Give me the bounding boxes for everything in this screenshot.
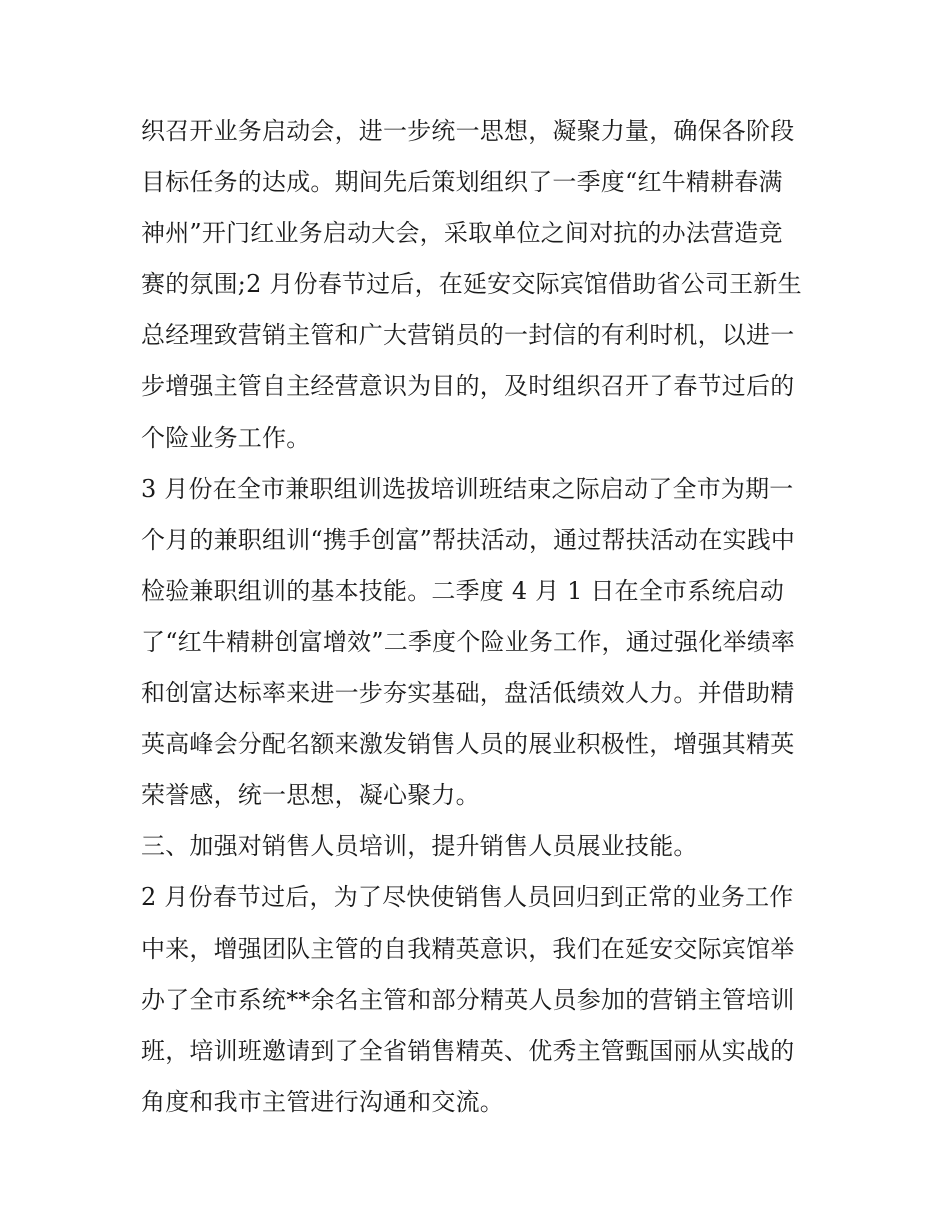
text-line: 步增强主管自主经营意识为目的，及时组织召开了春节过后的 [141, 372, 795, 401]
text-line: 荣誉感，统一思想，凝心聚力。 [141, 781, 480, 810]
text-line: 总经理致营销主管和广大营销员的一封信的有利时机，以进一 [141, 321, 795, 350]
text-line: 中来，增强团队主管的自我精英意识，我们在延安交际宾馆举 [141, 934, 795, 963]
text-line: 神州”开门红业务启动大会，采取单位之间对抗的办法营造竞 [141, 219, 783, 248]
text-line: 2 月份春节过后，为了尽快使销售人员回归到正常的业务工作 [141, 883, 794, 912]
text-line: 织召开业务启动会，进一步统一思想，凝聚力量，确保各阶段 [141, 117, 795, 145]
section-heading: 三、加强对销售人员培训，提升销售人员展业技能。 [141, 832, 698, 861]
text-line: 个月的兼职组训“携手创富”帮扶活动，通过帮扶活动在实践中 [141, 525, 796, 554]
text-line: 班，培训班邀请到了全省销售精英、优秀主管甄国丽从实战的 [141, 1036, 795, 1065]
text-line: 和创富达标率来进一步夯实基础，盘活低绩效人力。并借助精 [141, 679, 795, 708]
text-line: 办了全市系统**余名主管和部分精英人员参加的营销主管培训 [141, 985, 795, 1014]
text-line: 检验兼职组训的基本技能。二季度 4 月 1 日在全市系统启动 [141, 576, 785, 605]
text-line: 英高峰会分配名额来激发销售人员的展业积极性，增强其精英 [141, 730, 795, 759]
text-line: 角度和我市主管进行沟通和交流。 [141, 1087, 504, 1116]
text-line: 赛的氛围;2 月份春节过后，在延安交际宾馆借助省公司王新生 [141, 270, 802, 299]
text-line: 了“红牛精耕创富增效”二季度个险业务工作，通过强化举绩率 [141, 627, 796, 656]
text-line: 3 月份在全市兼职组训选拔培训班结束之际启动了全市为期一 [141, 474, 794, 503]
document-body [141, 106, 813, 1128]
text-line: 目标任务的达成。期间先后策划组织了一季度“红牛精耕春满 [141, 168, 783, 197]
text-line: 个险业务工作。 [141, 423, 311, 452]
